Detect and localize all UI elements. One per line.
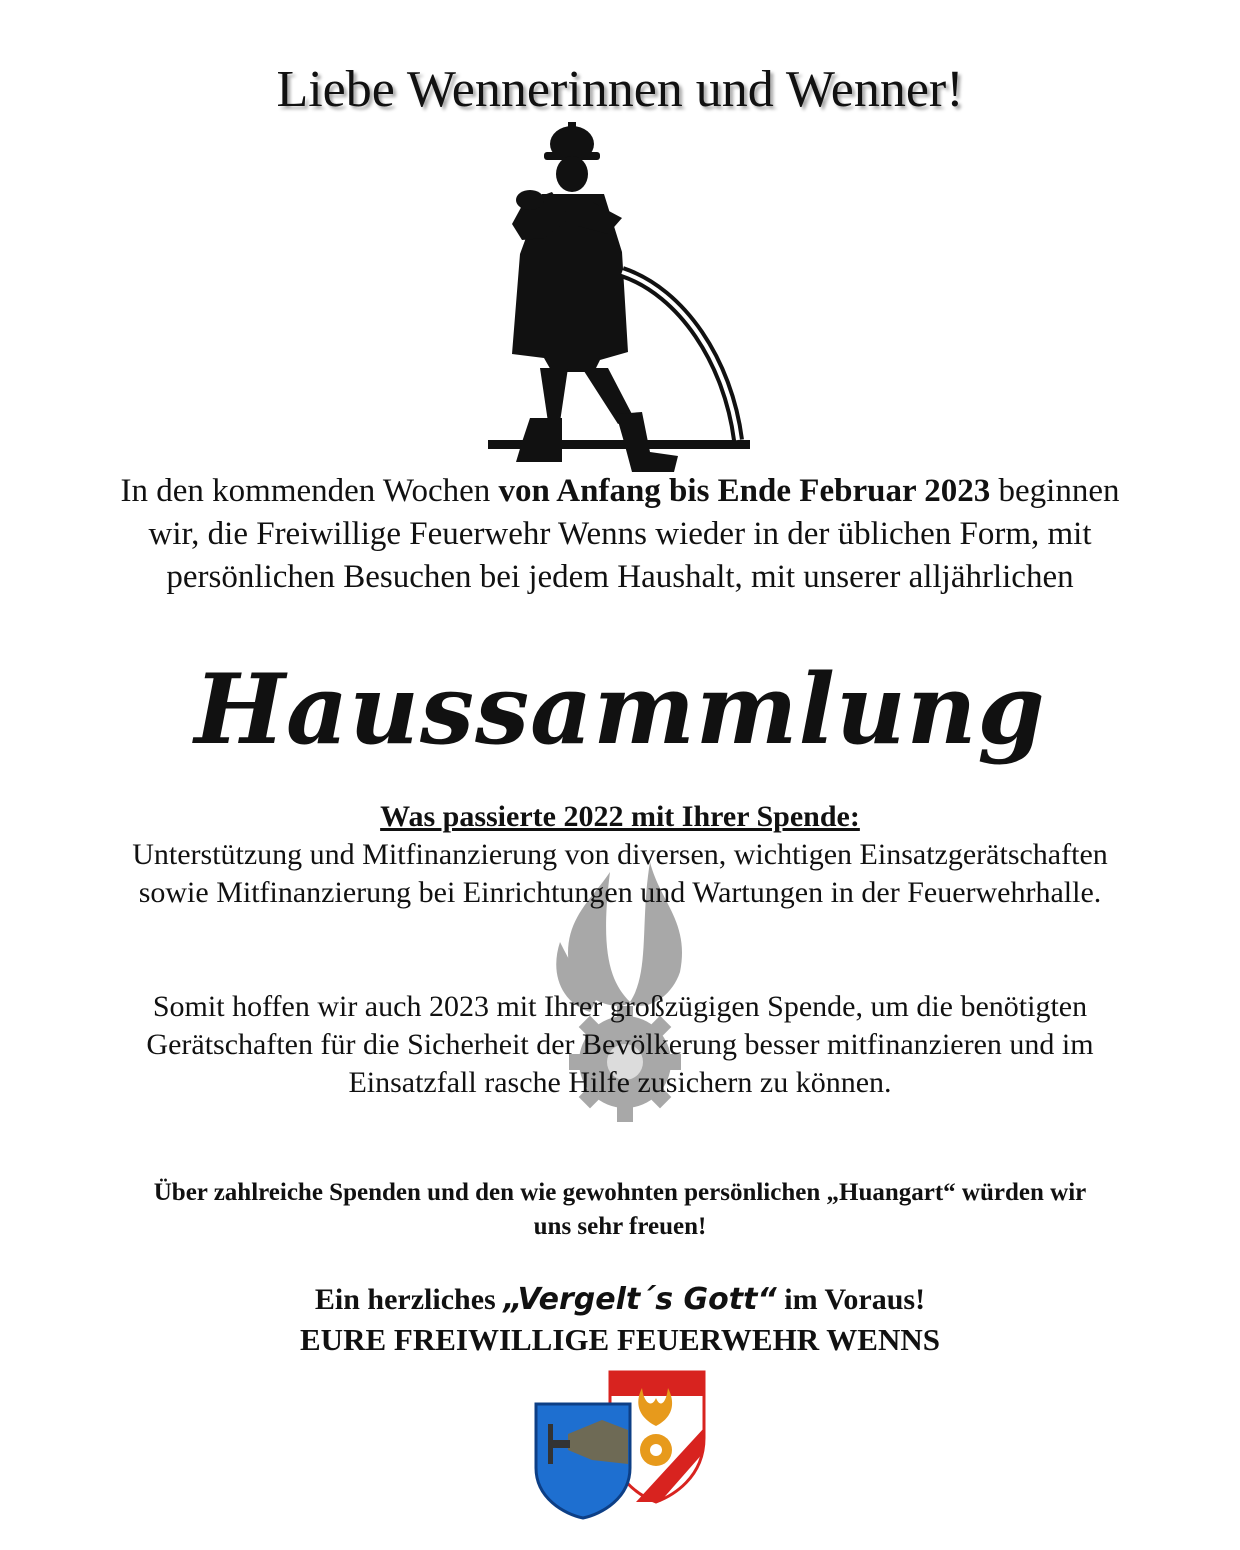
intro-text-start: In den kommenden Wochen: [120, 473, 499, 509]
huangart-line-1: Über zahlreiche Spenden und den wie gewohnten persönlichen „Huangart“ würden wir: [153, 1179, 1087, 1206]
thanks-text-end: im Voraus!: [776, 1283, 926, 1316]
wenns-coat-of-arms-icon: [536, 1404, 630, 1518]
huangart-line-2: uns sehr freuen!: [533, 1213, 707, 1240]
intro-line-1: [0, 470, 1240, 513]
intro-date-range: von Anfang bis Ende Februar 2023: [498, 473, 991, 509]
donation-use-heading: Was passierte 2022 mit Ihrer Spende:: [380, 800, 860, 833]
thanks-line: [0, 1280, 1240, 1320]
intro-line-3: persönlichen Besuchen bei jedem Haushalt, mit unserer alljährlichen: [166, 559, 1074, 595]
intro-line-2: wir, die Freiwillige Feuerwehr Wenns wieder in der üblichen Form, mit: [148, 516, 1092, 552]
hope-line-3: Einsatzfall rasche Hilfe zusichern zu können.: [348, 1066, 892, 1099]
wenns-coat-of-arms-and-fire-brigade-shield: [532, 1368, 708, 1520]
vergelts-gott-text: „Vergelt´s Gott“: [503, 1282, 777, 1317]
collection-title: Haussammlung: [194, 653, 1046, 766]
signoff: EURE FREIWILLIGE FEUERWEHR WENNS: [300, 1322, 940, 1357]
thanks-text-start: Ein herzliches: [314, 1283, 504, 1316]
donation-use-line-2: sowie Mitfinanzierung bei Einrichtungen und Wartungen in der Feuerwehrhalle.: [138, 876, 1102, 909]
donation-use-text: [0, 836, 1240, 912]
donation-use-line-1: Unterstützung und Mitfinanzierung von diversen, wichtigen Einsatzgerätschaften: [132, 838, 1108, 871]
huangart-paragraph: [0, 1176, 1240, 1244]
intro-text-end: beginnen: [990, 473, 1120, 509]
page-heading: Liebe Wennerinnen und Wenner!: [276, 61, 964, 118]
hope-line-1: Somit hoffen wir auch 2023 mit Ihrer großzügigen Spende, um die benötigten: [152, 990, 1088, 1023]
hope-paragraph: [0, 988, 1240, 1102]
hope-line-2: Gerätschaften für die Sicherheit der Bevölkerung besser mitfinanzieren und im: [146, 1028, 1094, 1061]
intro-paragraph: [0, 470, 1240, 599]
firefighter-silhouette: [482, 122, 754, 478]
